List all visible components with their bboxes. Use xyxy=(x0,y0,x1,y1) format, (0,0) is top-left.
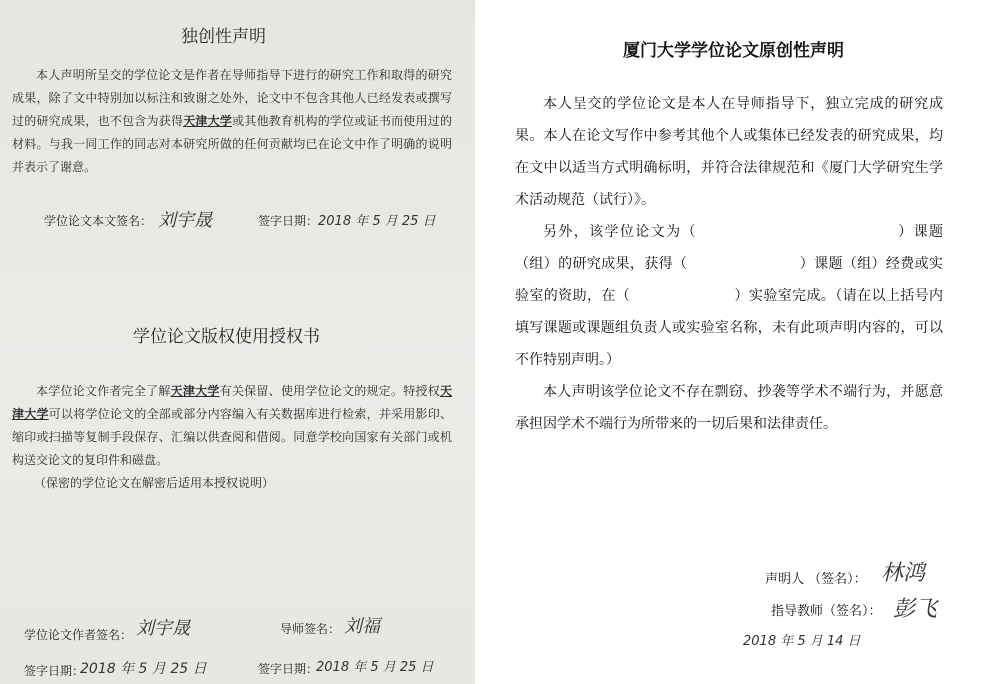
date3-label: 签字日期： xyxy=(258,662,319,676)
para-misconduct: 本人声明该学位论文不存在剽窃、抄袭等学术不端行为，并愿意承担因学术不端行为所带来的一切后果和法律责任。 xyxy=(515,384,943,432)
para-originality: 本人呈交的学位论文是本人在导师指导下，独立完成的研究成果。本人在论文写作中参考其他个人或集体已经发表的研究成果，均在文中以适当方式明确标明，并符合法律规范和《厦门大学研究生学术活动规范（试行）》。 xyxy=(515,96,943,208)
copyright-title: 学位论文版权使用授权书 xyxy=(133,327,320,347)
date1-value: 2018 年 5 月 25 日 xyxy=(318,214,436,229)
declarant-signature: 林鸿 xyxy=(881,561,926,586)
author-signature-2: 刘宇晟 xyxy=(136,618,190,639)
advisor-signature-right: 彭飞 xyxy=(893,597,938,622)
author-signature: 刘宇晟 xyxy=(158,210,212,231)
xiamen-body xyxy=(515,88,943,440)
declarant-label: 声明人 （签名）： xyxy=(765,572,867,587)
date2-value: 2018 年 5 月 25 日 xyxy=(80,661,207,677)
tianjin-declaration-page xyxy=(0,0,475,684)
author-sig-label: 学位论文作者签名： xyxy=(24,628,133,642)
date1-label: 签字日期： xyxy=(258,214,319,228)
date2-label: 签字日期： xyxy=(24,664,85,678)
advisor-signature: 刘福 xyxy=(344,616,380,637)
school-name: 天津大学 xyxy=(183,114,233,128)
advisor-label: 指导教师（签名）： xyxy=(771,604,882,619)
xiamen-declaration-page xyxy=(481,0,985,684)
copyright-paragraph: 本学位论文作者完全了解天津大学有关保留、使用学位论文的规定。特授权天津大学可以将学位论文的全部或部分内容编入有关数据库进行检索，并采用影印、缩印或扫描等复制手段保存、汇编以供查阅和借阅。同意学校向国家有关部门或机构送交论文的复印件和磁盘。 （保密的学位论文在解密后适用本授权说明） xyxy=(12,380,452,495)
date3-value: 2018 年 5 月 25 日 xyxy=(316,660,434,675)
advisor-sig-label: 导师签名： xyxy=(280,622,341,636)
confidential-note: （保密的学位论文在解密后适用本授权说明） xyxy=(34,476,275,490)
sig1-label: 学位论文本文签名： xyxy=(44,214,153,228)
originality-title: 独创性声明 xyxy=(181,27,266,47)
originality-paragraph: 本人声明所呈交的学位论文是作者在导师指导下进行的研究工作和取得的研究成果，除了文中特别加以标注和致谢之处外，论文中不包含其他人已经发表或撰写过的研究成果，也不包含为获得天津大学或其他教育机构的学位或证书而使用过的材料。与我一同工作的同志对本研究所做的任何贡献均已在论文中作了明确的说明并表示了谢意。 xyxy=(12,68,452,174)
para-funding: 另外，该学位论文为（ ）课题（组）的研究成果，获得（ ）课题（组）经费或实验室的资助，在（ ）实验室完成。（请在以上括号内填写课题或课题组负责人或实验室名称，未有此项声明内容的，可以不作特别声明。） xyxy=(515,224,944,368)
xiamen-title: 厦门大学学位论文原创性声明 xyxy=(623,41,844,61)
declaration-date: 2018 年 5 月 14 日 xyxy=(743,634,861,649)
